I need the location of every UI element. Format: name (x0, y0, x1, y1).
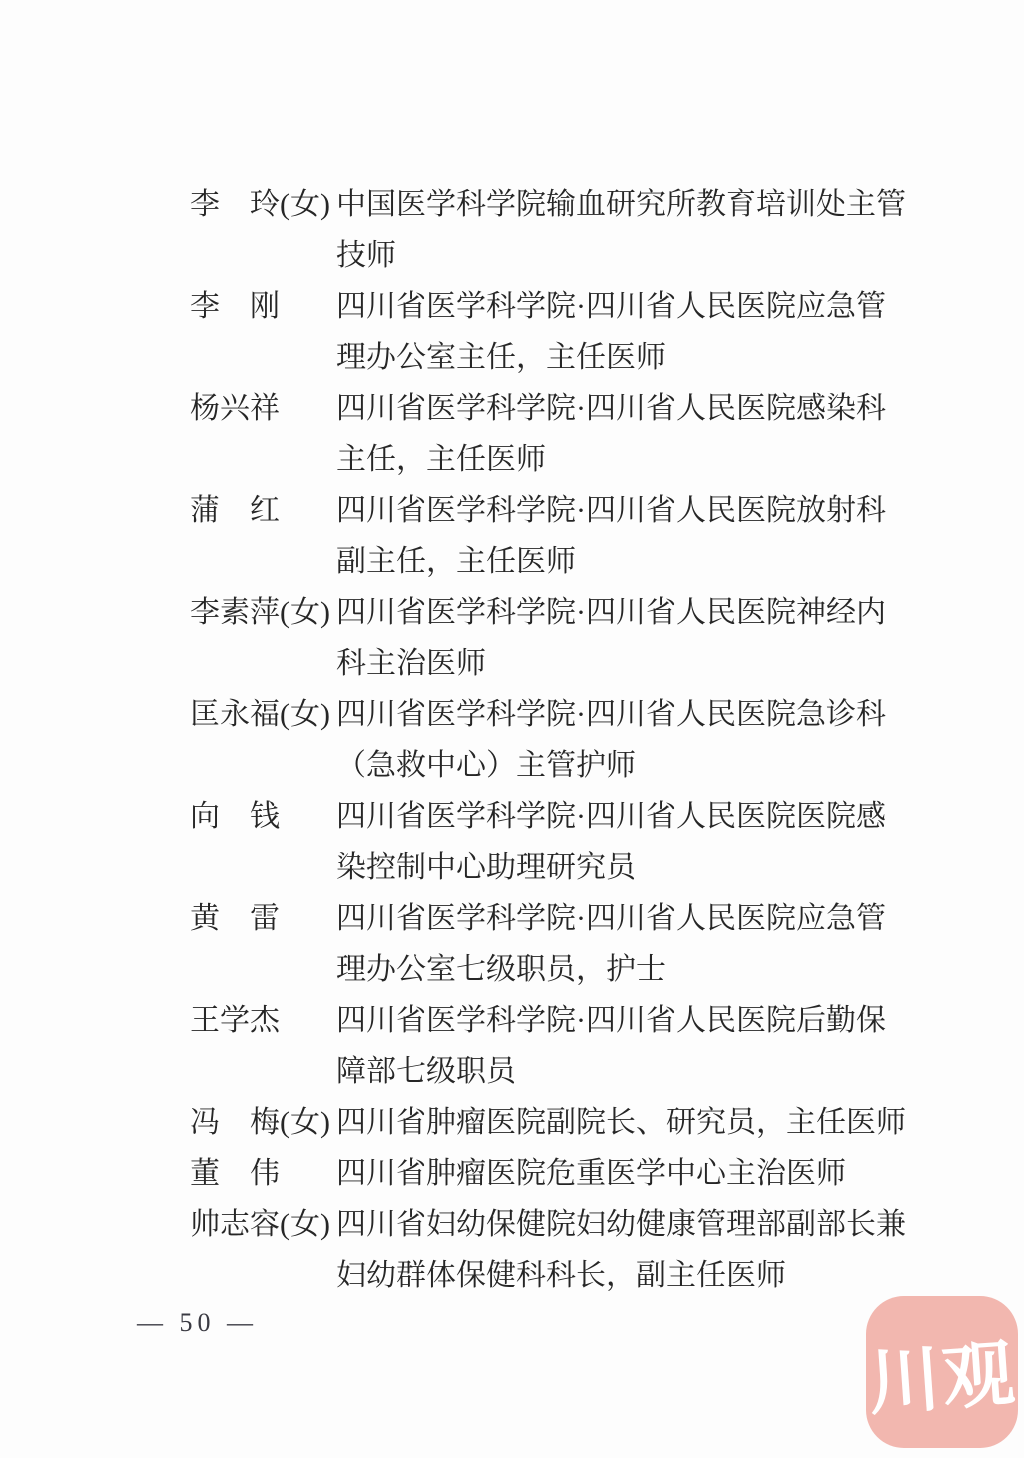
person-name: 杨兴祥 (190, 392, 280, 425)
list-item (190, 1199, 906, 1301)
person-name: 王学杰 (190, 1004, 280, 1037)
list-item (190, 485, 906, 587)
list-item (190, 1097, 906, 1148)
personnel-list (190, 179, 906, 1301)
person-title (336, 587, 906, 689)
person-title-line: 四川省肿瘤医院副院长、研究员，主任医师 (336, 1106, 906, 1139)
person-title-line: 妇幼群体保健科科长，副主任医师 (336, 1259, 786, 1292)
list-item (190, 383, 906, 485)
person-title (336, 995, 906, 1097)
person-title (336, 485, 906, 587)
chuanguan-watermark-logo (866, 1296, 1018, 1448)
person-title-line: 四川省医学科学院·四川省人民医院应急管 (336, 902, 886, 935)
person-title-line: 四川省医学科学院·四川省人民医院神经内 (336, 596, 886, 629)
person-title-line: （急救中心）主管护师 (336, 749, 636, 782)
person-title-line: 副主任，主任医师 (336, 545, 576, 578)
person-name: 董 伟 (190, 1157, 280, 1190)
list-item (190, 791, 906, 893)
person-title-line: 四川省肿瘤医院危重医学中心主治医师 (336, 1157, 846, 1190)
person-title (336, 1097, 906, 1148)
person-title-line: 障部七级职员 (336, 1055, 516, 1088)
person-name: 李 刚 (190, 290, 280, 323)
person-title-line: 技师 (336, 239, 396, 272)
list-item (190, 893, 906, 995)
list-item (190, 995, 906, 1097)
person-title-line: 理办公室主任，主任医师 (336, 341, 666, 374)
list-item (190, 1148, 906, 1199)
person-name: 向 钱 (190, 800, 280, 833)
person-title (336, 689, 906, 791)
person-title-line: 染控制中心助理研究员 (336, 851, 636, 884)
person-title-line: 四川省医学科学院·四川省人民医院感染科 (336, 392, 886, 425)
person-title-line: 四川省医学科学院·四川省人民医院应急管 (336, 290, 886, 323)
list-item (190, 689, 906, 791)
person-title (336, 893, 906, 995)
person-title-line: 主任，主任医师 (336, 443, 546, 476)
person-name: 李 玲(女) (190, 188, 330, 221)
person-name: 帅志容(女) (190, 1208, 330, 1241)
person-title-line: 四川省医学科学院·四川省人民医院急诊科 (336, 698, 886, 731)
person-title (336, 179, 906, 281)
list-item (190, 587, 906, 689)
person-title (336, 791, 906, 893)
person-title-line: 中国医学科学院输血研究所教育培训处主管 (336, 188, 906, 221)
person-name: 黄 雷 (190, 902, 280, 935)
person-title-line: 理办公室七级职员，护士 (336, 953, 666, 986)
person-name: 李素萍(女) (190, 596, 330, 629)
person-name: 冯 梅(女) (190, 1106, 330, 1139)
person-title-line: 四川省妇幼保健院妇幼健康管理部副部长兼 (336, 1208, 906, 1241)
person-title-line: 四川省医学科学院·四川省人民医院医院感 (336, 800, 886, 833)
person-name: 蒲 红 (190, 494, 280, 527)
list-item (190, 281, 906, 383)
page-number: — 50 — (137, 1308, 258, 1337)
person-title (336, 383, 906, 485)
person-title-line: 四川省医学科学院·四川省人民医院放射科 (336, 494, 886, 527)
list-item (190, 179, 906, 281)
person-title (336, 281, 906, 383)
person-title (336, 1148, 906, 1199)
person-title-line: 科主治医师 (336, 647, 486, 680)
person-title-line: 四川省医学科学院·四川省人民医院后勤保 (336, 1004, 886, 1037)
person-name: 匡永福(女) (190, 698, 330, 731)
person-title (336, 1199, 906, 1301)
chuanguan-logo-text: 川观 (865, 1330, 1020, 1426)
